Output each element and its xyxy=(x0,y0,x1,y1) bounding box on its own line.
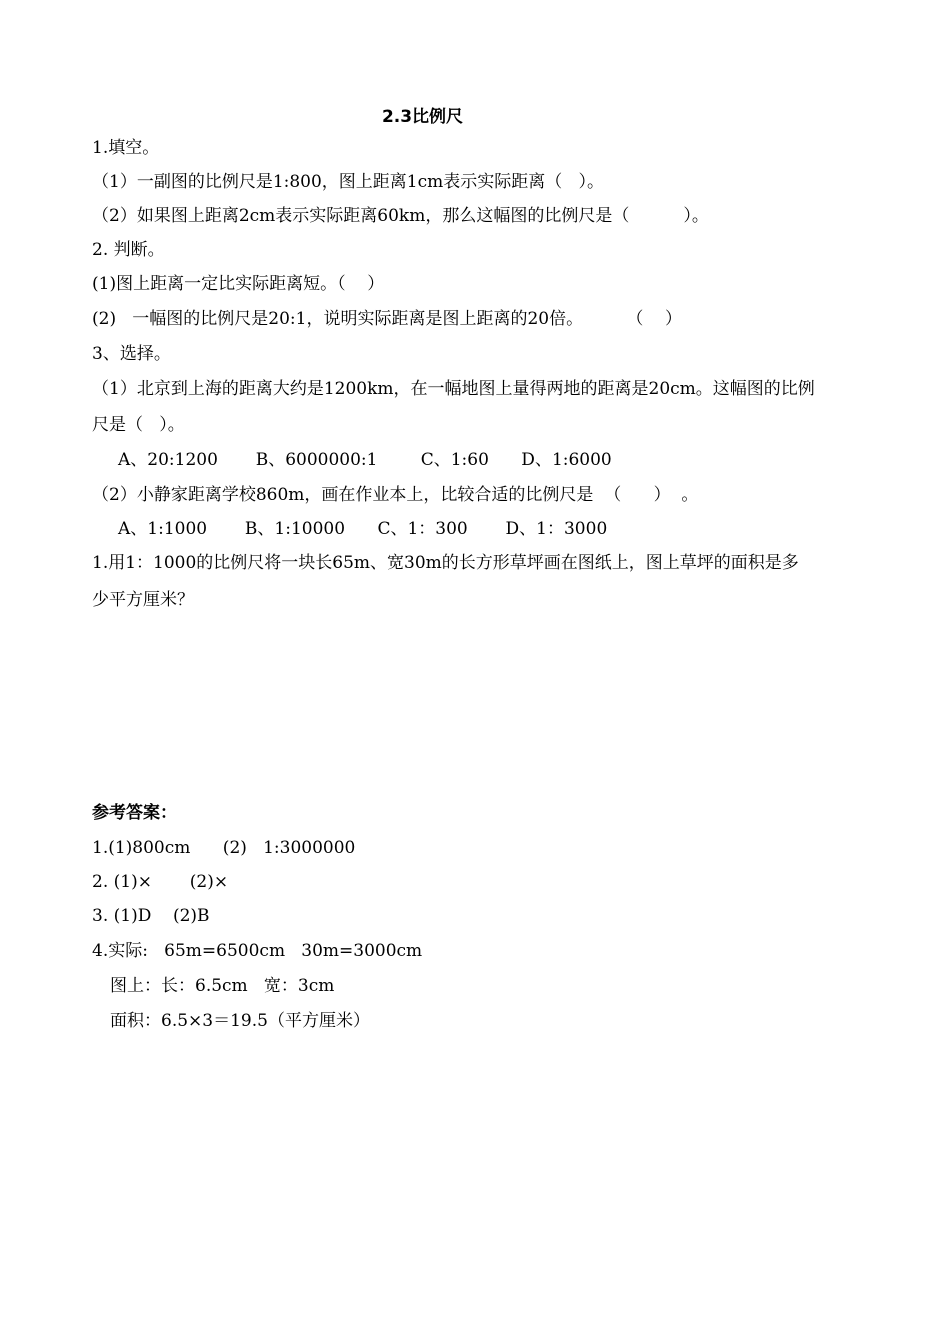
answer-2: 2. (1)× (2)× xyxy=(92,872,229,892)
section2-heading: 2. 判断。 xyxy=(92,240,165,260)
section2-question-1: (1)图上距离一定比实际距离短。（ ） xyxy=(92,274,385,294)
section1-heading: 1.填空。 xyxy=(92,138,160,158)
section3-question-1-options: A、20:1200 B、6000000:1 C、1:60 D、1:6000 xyxy=(118,450,612,470)
answer-3: 3. (1)D (2)B xyxy=(92,906,210,926)
section4-question-line-2: 少平方厘米？ xyxy=(92,590,194,610)
section3-question-1-line-1: （1）北京到上海的距离大约是1200km，在一幅地图上量得两地的距离是20cm。这幅图的比例 xyxy=(92,379,815,399)
answer-4-line-1: 4.实际: 65m=6500cm 30m=3000cm xyxy=(92,941,423,961)
section3-heading: 3、选择。 xyxy=(92,344,171,364)
section2-question-2: (2) 一幅图的比例尺是20:1，说明实际距离是图上距离的20倍。 （ ） xyxy=(92,309,682,329)
page-title: 2.3比例尺 xyxy=(381,107,464,127)
section1-question-1: （1）一副图的比例尺是1:800，图上距离1cm表示实际距离（ ）。 xyxy=(92,172,604,192)
section3-question-1-line-2: 尺是（ ）。 xyxy=(92,415,185,435)
section3-question-2-options: A、1:1000 B、1:10000 C、1：300 D、1：3000 xyxy=(118,519,608,539)
answer-1: 1.(1)800cm (2) 1:3000000 xyxy=(92,838,356,858)
answers-heading: 参考答案： xyxy=(92,803,177,823)
section4-question-line-1: 1.用1：1000的比例尺将一块长65m、宽30m的长方形草坪画在图纸上，图上草坪的面积是多 xyxy=(92,553,799,573)
section3-question-2: （2）小静家距离学校860m，画在作业本上，比较合适的比例尺是 （ ） 。 xyxy=(92,485,699,505)
answer-4-line-3: 面积：6.5×3＝19.5（平方厘米） xyxy=(110,1011,370,1031)
section1-question-2: （2）如果图上距离2cm表示实际距离60km，那么这幅图的比例尺是（ ）。 xyxy=(92,206,709,226)
answer-4-line-2: 图上：长：6.5cm 宽：3cm xyxy=(110,976,335,996)
